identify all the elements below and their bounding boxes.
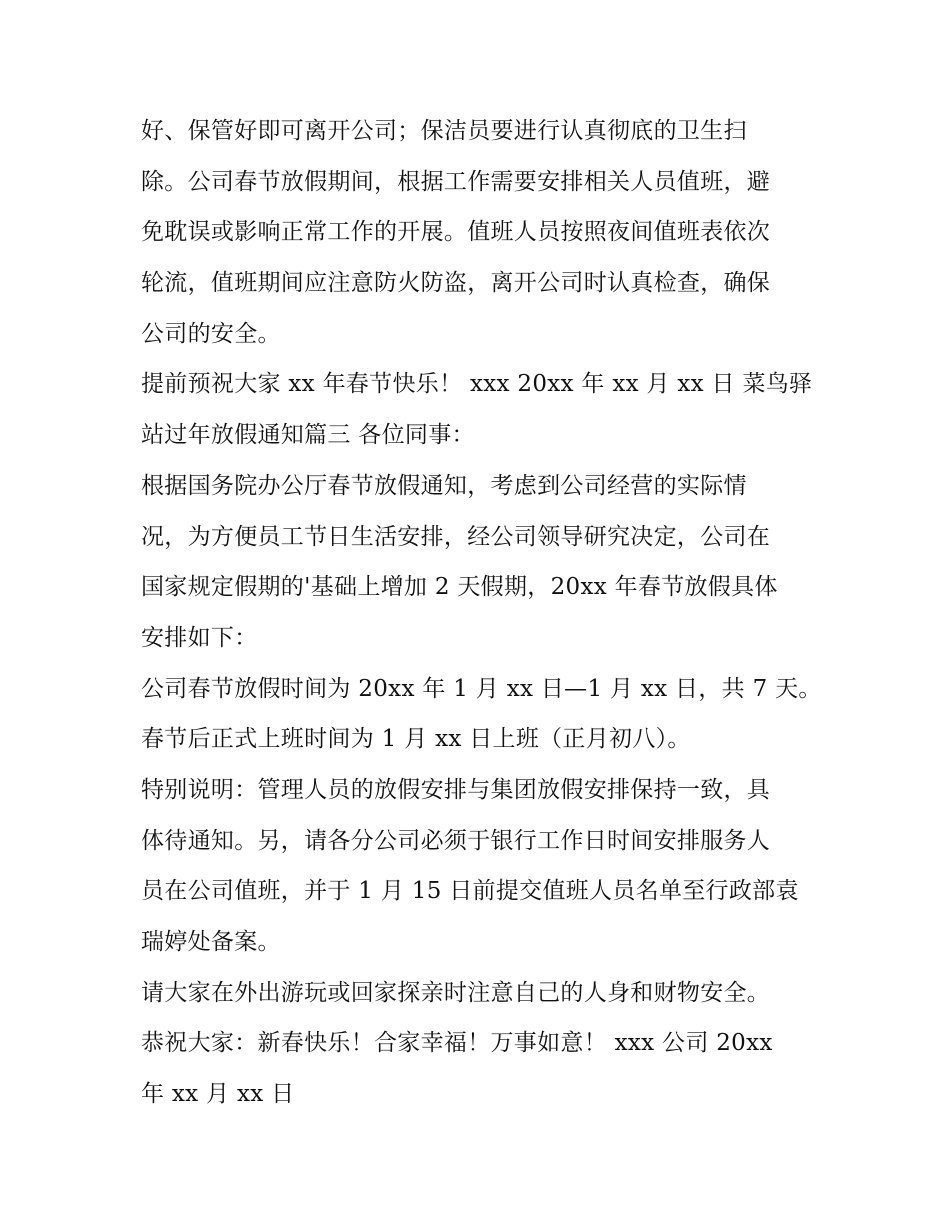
text-line: 站过年放假通知篇三 各位同事： bbox=[141, 422, 475, 449]
text-line: 轮流，值班期间应注意防火防盗，离开公司时认真检查，确保 bbox=[141, 270, 771, 297]
text-line: 年 xx 月 xx 日 bbox=[141, 1081, 295, 1108]
text-line: 好、保管好即可离开公司；保洁员要进行认真彻底的卫生扫 bbox=[141, 118, 747, 144]
text-line: 体待通知。另，请各分公司必须于银行工作日时间安排服务人 bbox=[141, 827, 771, 854]
text-line: 瑞婷处备案。 bbox=[141, 929, 281, 955]
text-line: 请大家在外出游玩或回家探亲时注意自己的人身和财物安全。 bbox=[141, 979, 771, 1006]
text-line: 春节后正式上班时间为 1 月 xx 日上班（正月初八）。 bbox=[141, 726, 691, 753]
text-line: 提前预祝大家 xx 年春节快乐！ xxx 20xx 年 xx 月 xx 日 菜鸟驿 bbox=[141, 371, 813, 398]
text-line: 根据国务院办公厅春节放假通知，考虑到公司经营的实际情 bbox=[141, 472, 747, 499]
text-line: 安排如下： bbox=[141, 624, 258, 651]
text-line: 公司的安全。 bbox=[141, 320, 281, 347]
text-line: 恭祝大家：新春快乐！合家幸福！万事如意！ xxx 公司 20xx bbox=[141, 1030, 773, 1057]
text-line: 特别说明：管理人员的放假安排与集团放假安排保持一致，具 bbox=[141, 776, 771, 803]
text-line: 免耽误或影响正常工作的开展。值班人员按照夜间值班表依次 bbox=[141, 219, 771, 246]
document-body bbox=[141, 106, 821, 1120]
text-line: 况，为方便员工节日生活安排，经公司领导研究决定，公司在 bbox=[141, 523, 771, 550]
text-line: 公司春节放假时间为 20xx 年 1 月 xx 日—1 月 xx 日，共 7 天。 bbox=[141, 675, 822, 702]
text-line: 国家规定假期的'基础上增加 2 天假期，20xx 年春节放假具体 bbox=[141, 574, 778, 601]
text-line: 员在公司值班，并于 1 月 15 日前提交值班人员名单至行政部袁 bbox=[141, 878, 799, 905]
text-line: 除。公司春节放假期间，根据工作需要安排相关人员值班，避 bbox=[141, 168, 771, 195]
